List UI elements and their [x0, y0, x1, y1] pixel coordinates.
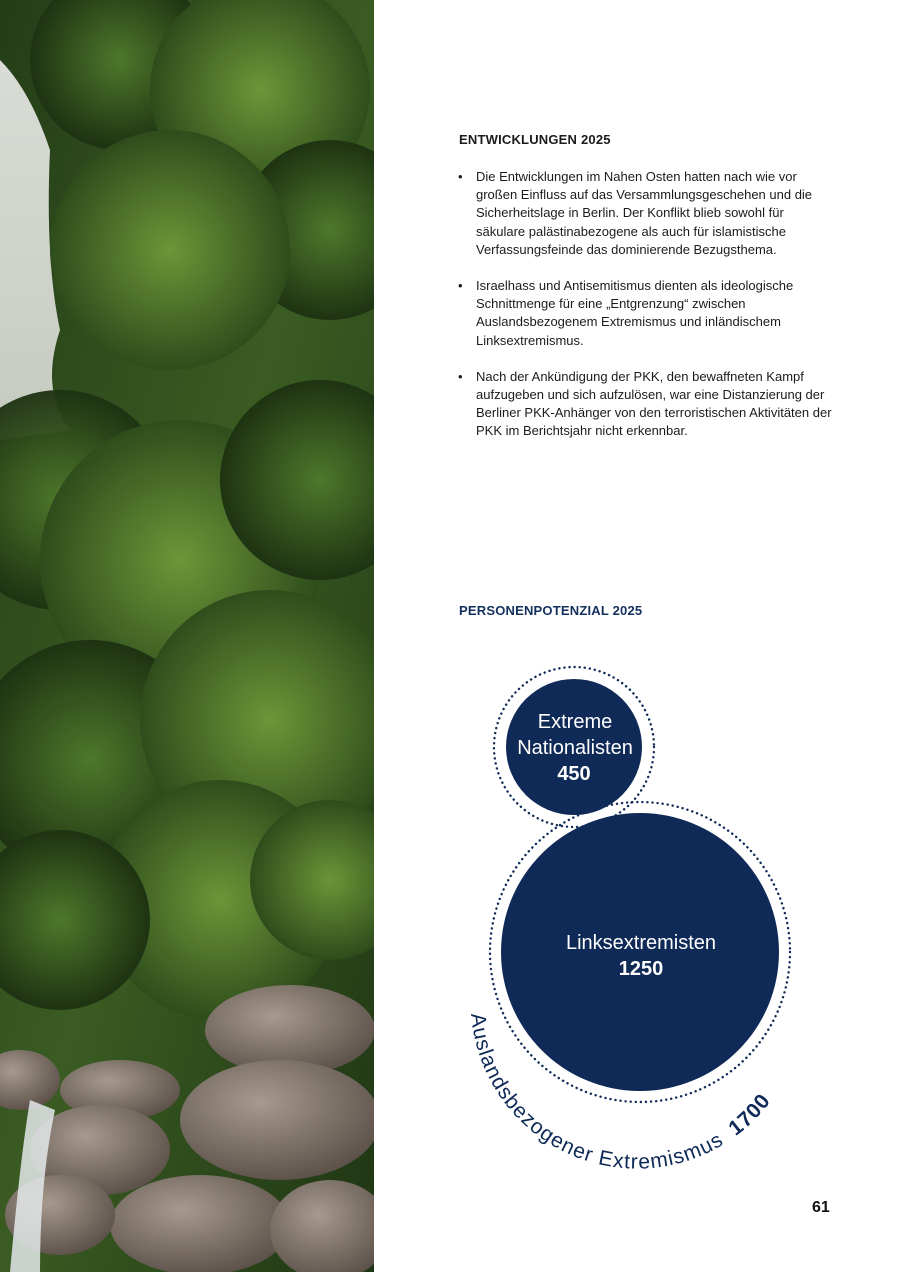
bullet-text: Die Entwicklungen im Nahen Osten hatten nach wie vor großen Einfluss auf das Versammlungsgeschehen und die Sicherheitslage in Berlin. Der Konflikt blieb sowohl für säkulare palästinabezogene als auch für islamistische Verfassungsfeinde das dominierende Bezugsthema. — [476, 169, 813, 257]
large-circle-label: Linksextremisten — [565, 932, 717, 954]
outer-ring-label-text: Auslandsbezogener Extremismus — [466, 1011, 728, 1174]
large-circle-value: 1250 — [618, 958, 664, 980]
developments-list — [457, 168, 835, 459]
small-circle-value: 450 — [557, 763, 591, 785]
bullet-text: Nach der Ankündigung der PKK, den bewaffneten Kampf aufzugeben und sich aufzulösen, war eine Distanzierung der Berliner PKK-Anhänger von den terroristischen Aktivitäten der PKK im Berichtsjahr nicht erkennbar. — [476, 368, 832, 439]
developments-title: ENTWICKLUNGEN 2025 — [459, 132, 611, 147]
list-item — [457, 368, 835, 441]
landscape-photo-icon — [0, 0, 374, 1272]
small-circle-label-2: Nationalisten — [517, 737, 633, 759]
potential-title: PERSONENPOTENZIAL 2025 — [459, 603, 643, 618]
list-item — [457, 168, 835, 259]
landscape-photo — [0, 0, 374, 1272]
bullet-icon: • — [458, 278, 463, 294]
bullet-icon: • — [458, 169, 463, 184]
outer-ring-value: 1700 — [724, 1089, 776, 1141]
bubble-diagram-svg — [455, 650, 835, 1174]
list-item — [457, 277, 835, 350]
potential-bubble-diagram — [455, 650, 835, 1174]
small-circle-label-1: Extreme — [537, 711, 613, 733]
bullet-text: Israelhass und Antisemitismus dienten als ideologische Schnittmenge für eine „Entgrenzung“ zwischen Auslandsbezogenem Extremismus und inländischem Linksextremismus. — [476, 278, 794, 348]
page-number: 61 — [812, 1199, 830, 1216]
bullet-icon: • — [458, 368, 463, 384]
